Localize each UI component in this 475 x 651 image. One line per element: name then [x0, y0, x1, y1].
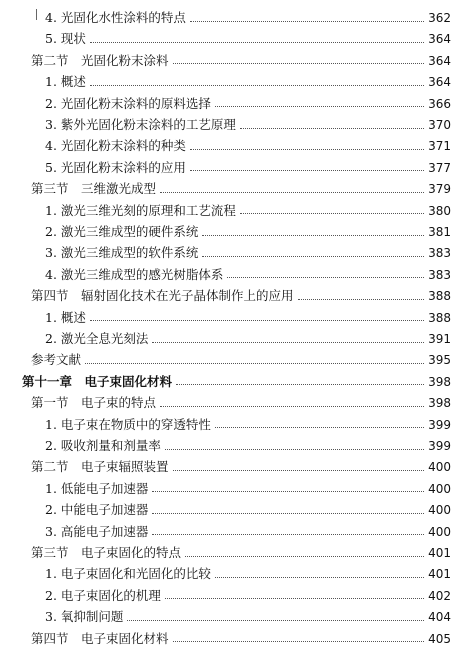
toc-subsection-entry: [45, 156, 451, 180]
toc-entry-title: 2. 中能电子加速器: [45, 502, 149, 518]
toc-dot-leader: [240, 128, 424, 129]
toc-entry-title: 第二节 电子束辐照装置: [31, 459, 169, 475]
toc-entry-title: 3. 高能电子加速器: [45, 523, 149, 539]
toc-section-entry: [31, 391, 451, 415]
toc-entry-title: 第四节 辐射固化技术在光子晶体制作上的应用: [31, 288, 294, 304]
toc-subsection-entry: [45, 413, 451, 437]
toc-entry-title: 5. 现状: [45, 31, 86, 47]
toc-subsection-entry: [45, 327, 451, 351]
toc-subsection-entry: [45, 6, 451, 30]
toc-dot-leader: [190, 21, 424, 22]
toc-entry-title: 2. 光固化粉末涂料的原料选择: [45, 95, 211, 111]
toc-subsection-entry: [45, 92, 451, 116]
toc-dot-leader: [160, 406, 424, 407]
toc-section-entry: [31, 177, 451, 201]
toc-dot-leader: [215, 577, 424, 578]
toc-dot-leader: [165, 598, 424, 599]
toc-subsection-entry: [45, 434, 451, 458]
toc-subsection-entry: [45, 70, 451, 94]
toc-entry-page-number: 400: [428, 503, 451, 518]
toc-entry-page-number: 391: [428, 332, 451, 346]
toc-dot-leader: [215, 106, 424, 107]
toc-entry-page-number: 395: [428, 353, 451, 368]
toc-entry-title: 4. 光固化水性涂料的特点: [45, 10, 186, 25]
toc-dot-leader: [190, 149, 424, 150]
toc-entry-page-number: 364: [428, 32, 451, 47]
toc-entry-page-number: 364: [428, 75, 451, 90]
toc-subsection-entry: [45, 306, 451, 330]
toc-dot-leader: [85, 363, 424, 364]
toc-entry-page-number: 388: [428, 310, 451, 325]
toc-entry-title: 1. 概述: [45, 309, 86, 325]
toc-entry-title: 2. 电子束固化的机理: [45, 587, 161, 603]
toc-entry-page-number: 377: [428, 160, 451, 175]
toc-dot-leader: [90, 42, 424, 43]
toc-subsection-entry: [45, 263, 451, 287]
toc-dot-leader: [173, 641, 425, 642]
toc-dot-leader: [127, 620, 424, 621]
toc-section-entry: [31, 49, 451, 73]
toc-dot-leader: [90, 320, 424, 321]
toc-entry-title: 1. 激光三维光刻的原理和工艺流程: [45, 202, 236, 218]
toc-chapter-entry: [22, 370, 451, 394]
toc-entry-page-number: 405: [428, 631, 451, 646]
toc-dot-leader: [215, 427, 424, 428]
toc-entry-page-number: 398: [428, 396, 451, 411]
toc-entry-page-number: 400: [428, 481, 451, 496]
toc-dot-leader: [202, 256, 424, 257]
toc-entry-page-number: 402: [428, 588, 451, 603]
toc-entry-title: 参考文献: [31, 352, 82, 368]
toc-dot-leader: [202, 235, 424, 236]
toc-entry-page-number: 370: [428, 118, 451, 132]
toc-dot-leader: [165, 449, 424, 450]
toc-entry-page-number: 383: [428, 267, 451, 282]
toc-dot-leader: [298, 299, 425, 300]
toc-entry-title: 1. 电子束固化和光固化的比较: [45, 566, 211, 582]
toc-dot-leader: [173, 63, 425, 64]
toc-section-entry: [31, 541, 451, 565]
toc-entry-title: 第一节 电子束的特点: [31, 395, 157, 411]
toc-entry-page-number: 366: [428, 96, 451, 111]
toc-subsection-entry: [45, 498, 451, 522]
toc-dot-leader: [173, 470, 425, 471]
toc-entry-title: 第四节 电子束固化材料: [31, 630, 169, 646]
toc-subsection-entry: [45, 199, 451, 223]
toc-entry-title: 4. 激光三维成型的感光树脂体系: [45, 266, 224, 282]
toc-entry-page-number: 381: [428, 225, 451, 239]
toc-dot-leader: [227, 277, 424, 278]
toc-entry-page-number: 362: [428, 11, 451, 25]
toc-section-entry: [31, 455, 451, 479]
toc-section-entry: [31, 284, 451, 308]
toc-entry-title: 2. 激光三维成型的硬件系统: [45, 224, 199, 239]
toc-section-entry: [31, 627, 451, 651]
toc-dot-leader: [240, 213, 424, 214]
toc-subsection-entry: [45, 27, 451, 51]
toc-subsection-entry: [45, 584, 451, 608]
toc-entry-title: 第十一章 电子束固化材料: [22, 373, 173, 389]
toc-entry-title: 4. 光固化粉末涂料的种类: [45, 138, 186, 154]
toc-dot-leader: [90, 85, 424, 86]
toc-entry-title: 3. 激光三维成型的软件系统: [45, 245, 199, 261]
toc-entry-title: 5. 光固化粉末涂料的应用: [45, 159, 186, 175]
toc-entry-title: 1. 电子束在物质中的穿透特性: [45, 416, 211, 432]
toc-subsection-entry: [45, 605, 451, 629]
toc-entry-title: 2. 吸收剂量和剂量率: [45, 438, 161, 453]
toc-dot-leader: [176, 384, 424, 385]
toc-dot-leader: [185, 556, 424, 557]
toc-entry-title: 第二节 光固化粉末涂料: [31, 52, 169, 68]
toc-entry-page-number: 399: [428, 417, 451, 432]
toc-entry-title: 第三节 电子束固化的特点: [31, 545, 182, 560]
toc-entry-page-number: 371: [428, 139, 451, 154]
toc-entry-page-number: 400: [428, 524, 451, 539]
toc-dot-leader: [152, 342, 424, 343]
toc-entry-page-number: 401: [428, 567, 451, 582]
toc-entry-page-number: 399: [428, 439, 451, 453]
margin-mark: [36, 9, 37, 20]
toc-entry-page-number: 383: [428, 246, 451, 261]
toc-entry-page-number: 398: [428, 374, 451, 389]
toc-entry-page-number: 379: [428, 182, 451, 197]
toc-dot-leader: [152, 491, 424, 492]
toc-entry-title: 第三节 三维激光成型: [31, 181, 157, 197]
toc-subsection-entry: [45, 241, 451, 265]
toc-subsection-entry: [45, 562, 451, 586]
toc-entry-page-number: 388: [428, 289, 451, 304]
toc-entry-title: 1. 概述: [45, 74, 86, 90]
toc-dot-leader: [160, 192, 424, 193]
toc-subsection-entry: [45, 220, 451, 244]
toc-dot-leader: [152, 513, 424, 514]
toc-subsection-entry: [45, 520, 451, 544]
toc-dot-leader: [190, 170, 424, 171]
toc-entry-title: 3. 氧抑制问题: [45, 609, 124, 625]
toc-entry-page-number: 404: [428, 610, 451, 625]
toc-section-entry: [31, 348, 451, 372]
toc-entry-page-number: 364: [428, 53, 451, 68]
toc-entry-title: 1. 低能电子加速器: [45, 480, 149, 496]
toc-entry-page-number: 380: [428, 203, 451, 218]
toc-entry-title: 3. 紫外光固化粉末涂料的工艺原理: [45, 117, 236, 132]
toc-subsection-entry: [45, 134, 451, 158]
toc-entry-title: 2. 激光全息光刻法: [45, 331, 149, 346]
toc-dot-leader: [152, 534, 424, 535]
toc-entry-page-number: 400: [428, 460, 451, 475]
toc-subsection-entry: [45, 113, 451, 137]
toc-entry-page-number: 401: [428, 546, 451, 560]
toc-subsection-entry: [45, 477, 451, 501]
